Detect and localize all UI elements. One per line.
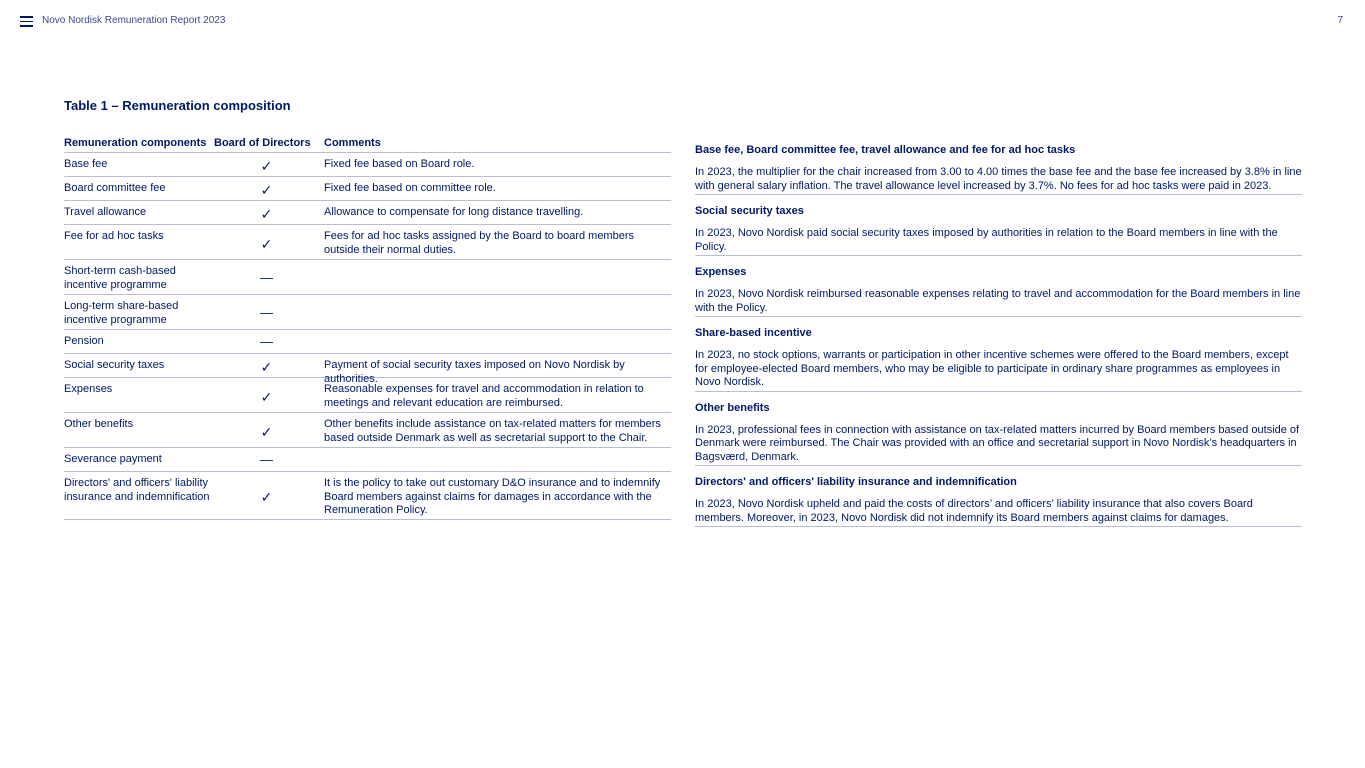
- commentary-section: [695, 398, 1302, 467]
- row-component: Long-term share-based incentive programme: [64, 300, 179, 326]
- dash-icon: —: [260, 452, 273, 467]
- checkmark-icon: ✓: [260, 158, 273, 174]
- document-title: Novo Nordisk Remuneration Report 2023: [42, 15, 226, 26]
- row-comment: It is the policy to take out customary D&O insurance and to indemnify Board members against claims for damages in accordance with the Remuneration Policy.: [324, 477, 661, 516]
- row-component: Directors' and officers' liability insurance and indemnification: [64, 477, 210, 503]
- table-body: [64, 153, 671, 520]
- hamburger-menu-icon[interactable]: [20, 16, 33, 27]
- table-row: [64, 260, 671, 295]
- row-comment: Allowance to compensate for long distance travelling.: [324, 206, 584, 218]
- table-header-row: [64, 134, 671, 153]
- row-component: Fee for ad hoc tasks: [64, 230, 164, 242]
- row-comment: Fixed fee based on Board role.: [324, 158, 475, 170]
- column-header-comments: Comments: [324, 137, 381, 149]
- section-text: In 2023, Novo Nordisk upheld and paid the costs of directors’ and officers’ liability insurance that also covers Board members. Moreover, in 2023, Novo Nordisk did not indemnify its Board members against claims for damages.: [695, 498, 1253, 524]
- row-comment: Fees for ad hoc tasks assigned by the Board to board members outside their normal duties.: [324, 230, 634, 256]
- section-text: In 2023, Novo Nordisk paid social security taxes imposed by authorities in relation to the Board members in line with the Policy.: [695, 227, 1278, 253]
- section-text: In 2023, no stock options, warrants or participation in other incentive schemes were offered to the Board members, except for employee-elected Board members, who may be eligible to participate in ordinary share programmes as employees in Novo Nordisk.: [695, 349, 1289, 388]
- table-row: [64, 413, 671, 448]
- row-component: Social security taxes: [64, 359, 165, 371]
- section-heading: Directors' and officers' liability insurance and indemnification: [695, 476, 1017, 488]
- row-comment: [319, 260, 671, 294]
- table-row: [64, 448, 671, 472]
- section-heading: Social security taxes: [695, 205, 804, 217]
- row-component: Severance payment: [64, 453, 162, 465]
- page-number: 7: [1337, 15, 1343, 26]
- checkmark-icon: ✓: [260, 423, 273, 440]
- commentary-section: [695, 201, 1302, 256]
- commentary-section: [695, 472, 1302, 527]
- row-comment: Reasonable expenses for travel and accommodation in relation to meetings and relevant education are reimbursed.: [324, 383, 644, 409]
- table-row: [64, 153, 671, 177]
- row-component: Expenses: [64, 383, 113, 395]
- checkmark-icon: ✓: [260, 182, 273, 198]
- row-component: Base fee: [64, 158, 108, 170]
- table-row: [64, 295, 671, 330]
- commentary-sections: [695, 140, 1302, 527]
- checkmark-icon: ✓: [260, 489, 273, 505]
- checkmark-icon: ✓: [260, 359, 273, 375]
- section-text: In 2023, the multiplier for the chair increased from 3.00 to 4.00 times the base fee and the base fee increased by 3.8% in line with general salary inflation. The travel allowance level increased by 3.7%. No fees for ad hoc tasks were paid in 2023.: [695, 166, 1302, 192]
- row-component: Travel allowance: [64, 206, 147, 218]
- commentary-section: [695, 140, 1302, 195]
- section-heading: Base fee, Board committee fee, travel allowance and fee for ad hoc tasks: [695, 144, 1076, 156]
- section-text: In 2023, professional fees in connection with assistance on tax-related matters incurred by Board members based outside of Denmark were reimbursed. The Chair was provided with an office and secretarial support in Novo Nordisk’s headquarters in Bagsværd, Denmark.: [695, 423, 1300, 463]
- row-comment: Other benefits include assistance on tax-related matters for members based outside Denmark as well as secretarial support to the Chair.: [324, 418, 661, 444]
- table-row: [64, 177, 671, 201]
- row-comment: Fixed fee based on committee role.: [324, 182, 496, 194]
- row-comment: [319, 448, 671, 471]
- row-component: Pension: [64, 335, 104, 347]
- table-title: Table 1 – Remuneration composition: [64, 98, 291, 113]
- dash-icon: —: [260, 269, 273, 285]
- remuneration-table: [64, 134, 671, 520]
- dash-icon: —: [260, 304, 273, 320]
- commentary-section: [695, 323, 1302, 392]
- table-row: [64, 225, 671, 260]
- table-row: [64, 378, 671, 413]
- column-header-components: Remuneration components: [64, 137, 207, 149]
- table-row: [64, 201, 671, 225]
- section-text: In 2023, Novo Nordisk reimbursed reasonable expenses relating to travel and accommodation for the Board members in line with the Policy.: [695, 288, 1301, 314]
- commentary-section: [695, 262, 1302, 317]
- row-comment: Payment of social security taxes imposed on Novo Nordisk by authorities.: [324, 359, 625, 385]
- section-heading: Share-based incentive: [695, 327, 812, 339]
- row-component: Other benefits: [64, 418, 134, 430]
- checkmark-icon: ✓: [260, 235, 273, 252]
- top-bar: [0, 0, 1365, 44]
- row-comment: [319, 330, 671, 353]
- checkmark-icon: ✓: [260, 388, 273, 405]
- table-row: [64, 354, 671, 385]
- section-heading: Expenses: [695, 266, 747, 278]
- table-row: [64, 472, 671, 520]
- section-heading: Other benefits: [695, 401, 770, 414]
- row-component: Short-term cash-based incentive programme: [64, 265, 176, 291]
- table-row: [64, 330, 671, 354]
- dash-icon: —: [260, 334, 273, 349]
- row-component: Board committee fee: [64, 182, 166, 194]
- row-comment: [319, 295, 671, 329]
- checkmark-icon: ✓: [260, 206, 273, 222]
- column-header-board: Board of Directors: [214, 137, 311, 149]
